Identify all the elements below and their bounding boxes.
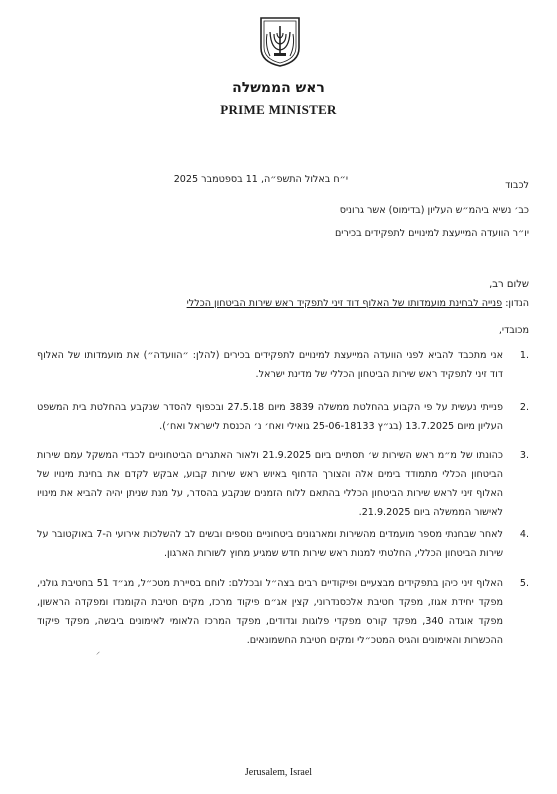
item-text: פנייתי נעשית על פי הקבוע בהחלטת ממשלה 3839 מיום 27.5.18 ובכפוף להסדר שנקבע בהחלטת בית המשפט העליון מיום 13.7.2025 (בג״ץ 25-06-18133 גואילי ואח׳ נ׳ הכנסת לישראל ואח׳). xyxy=(37,402,503,432)
pen-mark-icon: ⸝ xyxy=(96,647,100,656)
subject-text: פנייה לבחינת מועמדותו של האלוף דוד זיני לתפקיד ראש שירות הביטחון הכללי xyxy=(186,298,503,309)
salutation: מכובדי, xyxy=(498,325,529,336)
list-item xyxy=(37,446,529,522)
item-text: לאחר שבחנתי מספר מועמדים מהשירות ומארגונים ביטחוניים נוספים ובשים לב להשלכות אירועי ה-7 באוקטובר על שירות הביטחון הכללי, החלטתי למנות ראש שירות חדש שמגיע מחוץ לשורות הארגון. xyxy=(37,529,503,559)
item-text: האלוף זיני כיהן בתפקידים מבצעיים ופיקודיים רבים בצה״ל ובכללם: לוחם בסיירת מטכ״ל, מג״ד 51 בחטיבת גולני, מפקד יחידת אגוז, מפקד חטיבת אלכסנדרוני, קצין אג״ם פיקוד מרכז, מקים חטיבת הקומנדו ומפקדה הראשון, מפקד אוגדה 340, מפקד קורס מפקדי פלוגות וגדודים, מפקד המרכז הלאומי לאימונים ביבשה, מפקד פיקוד ההכשרות והאימונים והגיס המטכ״לי ומקים חטיבת החשמונאים. xyxy=(37,578,503,646)
item-number: .5 xyxy=(519,578,529,589)
item-text: כהונתו של מ״מ ראש השירות ש׳ תסתיים ביום 21.9.2025 ולאור האתגרים הביטחוניים לכבדי המשקל עמם שירות הביטחון הכללי מתמודד בימים אלה והצורך הדחוף באיוש ראש שירות קבוע, אבקש לקדם את בחינת מינויו של האלוף זיני לראש שירות הביטחון הכללי בהתאם ללוח הזמנים שנקבע בהסדר, על מנת שניתן יהיה להביא את מינויו לאישור הממשלה ביום 21.9.2025. xyxy=(37,450,504,518)
item-number: .2 xyxy=(519,402,529,413)
list-item xyxy=(37,525,529,563)
addressee-name: כב׳ נשיא ביהמ״ש העליון (בדימוס) אשר גרוניס xyxy=(339,205,529,216)
addressee-title: יו״ר הוועדה המייעצת למינויים לתפקידים בכירים xyxy=(334,228,529,239)
letterhead-title-english: PRIME MINISTER xyxy=(220,102,337,117)
letterhead-title-hebrew: ראש הממשלה xyxy=(232,80,325,96)
subject-label: הנדון: xyxy=(505,298,529,309)
item-number: .3 xyxy=(519,450,529,461)
item-text: אני מתכבד להביא לפני הוועדה המייעצת למינויים לתפקידים בכירים (להלן: ״הוועדה״) את מועמדותו של האלוף דוד זיני לתפקיד ראש שירות הביטחון הכללי של מדינת ישראל. xyxy=(37,350,503,380)
subject-line xyxy=(187,298,529,309)
addressee-to: לכבוד xyxy=(505,180,529,191)
footer-location: Jerusalem, Israel xyxy=(244,767,313,778)
item-number: .1 xyxy=(519,350,529,361)
list-item xyxy=(37,346,529,384)
greeting: שלום רב, xyxy=(489,279,529,290)
item-number: .4 xyxy=(519,529,529,540)
state-emblem-icon xyxy=(257,14,303,68)
letter-date: י״ח באלול התשפ״ה, 11 בספטמבר 2025 xyxy=(173,174,348,185)
list-item xyxy=(37,574,529,650)
list-item xyxy=(37,398,529,436)
